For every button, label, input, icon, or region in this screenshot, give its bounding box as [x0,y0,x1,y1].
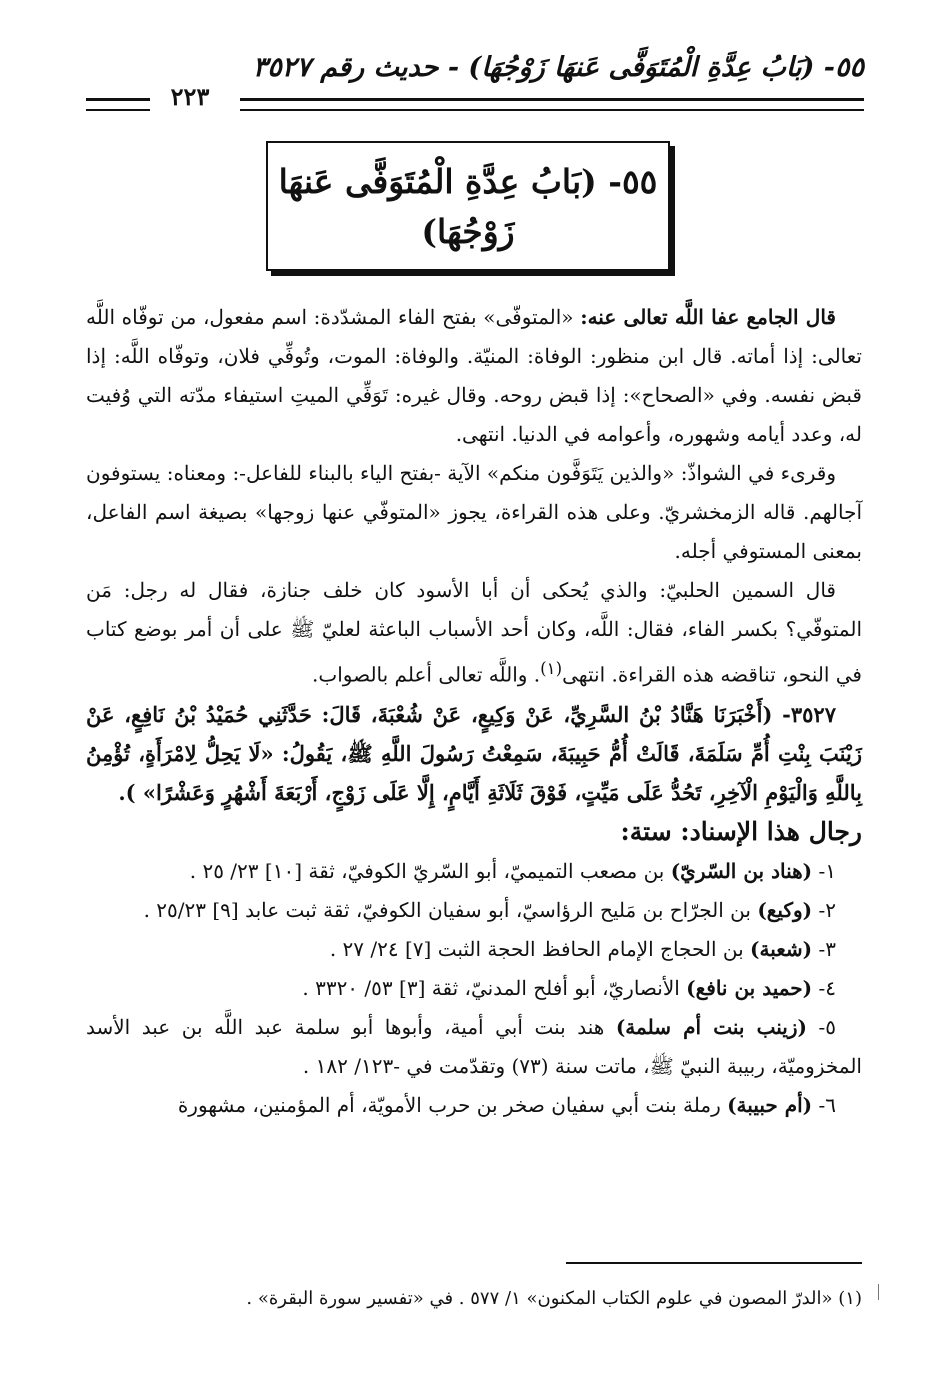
narrator-name: (أم حبيبة) [727,1092,813,1117]
chapter-title-box [266,141,670,271]
narrator-name: (هناد بن السّريّ) [670,858,813,883]
narrator-number: ٦- [812,1092,836,1117]
narrator-item [86,891,862,930]
narrator-item [86,1086,862,1125]
paragraph-samin-text: قال السمين الحلبيّ: والذي يُحكى أن أبا الأسود كان خلف جنازة، فقال له رجل: مَن المتوفّي؟ بكسر الفاء، فقال: اللَّه، وكان أحد الأسباب الباعثة لعليّ ﷺ على أن أمر بوضع كتاب في النحو، تناقضه هذه القراءة. انتهى [86,578,863,687]
header-double-rule-short [86,98,150,111]
narrators-heading: رجال هذا الإسناد: ستة: [620,816,862,846]
footnote-marker[interactable]: (١) [540,659,563,678]
hadith-3527: ٣٥٢٧- (أَخْبَرَنَا هَنَّادُ بْنُ السَّرِيِّ، عَنْ وَكِيعٍ، عَنْ شُعْبَةَ، قَالَ: حَدَّثَنِي حُمَيْدُ بْنُ نَافِعٍ، عَنْ زَيْنَبَ بِنْتِ أُمِّ سَلَمَةَ، قَالَتْ أُمُّ حَبِيبَةَ، سَمِعْتُ رَسُولَ اللَّهِ ﷺ، يَقُولُ: «لَا يَحِلُّ لِامْرَأَةٍ، تُؤْمِنُ بِاللَّهِ وَالْيَوْمِ الْآخِرِ، تَحُدُّ عَلَى مَيِّتٍ، فَوْقَ ثَلَاثَةِ أَيَّامٍ، إِلَّا عَلَى زَوْجٍ، أَرْبَعَةَ أَشْهُرٍ وَعَشْرًا» ). [86,701,862,805]
narrator-description: بن مصعب التميميّ، أبو السّريّ الكوفيّ، ثقة [١٠] ٢٣/ ٢٥ . [189,858,671,883]
narrator-description: بن الجرّاح بن مَليح الرؤاسيّ، أبو سفيان الكوفيّ، ثقة ثبت عابد [٩] ٢٥/٢٣ . [143,897,758,922]
paragraph-samin [86,571,862,695]
footnote-divider [566,1262,862,1264]
paragraph-qiraat: وقرىء في الشواذّ: «والذين يَتَوَفَّون منكم» الآية -بفتح الياء بالبناء للفاعل-: ومعناه: يستوفون آجالهم. قاله الزمخشريّ. وعلى هذه القراءة، يجوز «المتوفّي عنها زوجها» بصيغة اسم الفاعل، بمعنى المستوفي أجله. [86,461,862,563]
narrator-description: الأنصاريّ، أبو أفلح المدنيّ، ثقة [٣] ٥٣/ ٣٣٢٠ . [302,975,687,1000]
narrator-name: (حميد بن نافع) [686,975,813,1000]
paragraph-samin-end: . واللَّه تعالى أعلم بالصواب. [312,662,541,687]
narrator-name: (زينب بنت أم سلمة) [615,1014,807,1039]
footnote: (١) «الدرّ المصون في علوم الكتاب المكنون» ١/ ٥٧٧ . في «تفسير سورة البقرة» . [246,1288,862,1309]
narrator-name: (شعبة) [750,936,813,961]
narrator-number: ٥- [806,1014,836,1039]
margin-mark [878,1284,883,1300]
narrator-item [86,1008,862,1086]
chapter-title-line-2: زَوْجُهَا) [421,212,515,251]
narrator-number: ١- [812,858,836,883]
narrator-item [86,852,862,891]
narrator-item [86,930,862,969]
narrator-description: هند بنت أبي أمية، وأبوها أبو سلمة عبد اللَّه بن عبد الأسد المخزوميّة، ربيبة النبيّ ﷺ، ماتت سنة (٧٣) وتقدّمت في -١٢٣/ ١٨٢ . [86,1014,862,1078]
narrator-number: ٢- [812,897,836,922]
paragraph-lead: قال الجامع عفا اللَّه تعالى عنه: [580,305,836,329]
paragraph-body: «المتوفّى» بفتح الفاء المشدّدة: اسم مفعول، من توفّاه اللَّه تعالى: إذا أماته. قال ابن منظور: الوفاة: المنيّة. والوفاة: الموت، وتُوفِّي فلان، وتوفّاه اللَّه: إذا قبض نفسه. وفي «الصحاح»: إذا قبض روحه. وقال غيره: تَوَفِّي الميتِ استيفاء مدّته التي وُفيت له، وعدد أيامه وشهوره، وأعوامه في الدنيا. انتهى. [86,305,862,446]
body-text [86,298,862,1125]
narrator-description: رملة بنت أبي سفيان صخر بن حرب الأمويّة، أم المؤمنين، مشهورة [177,1092,728,1117]
narrator-description: بن الحجاج الإمام الحافظ الحجة الثبت [٧] ٢٤/ ٢٧ . [329,936,751,961]
running-header: ٥٥- (بَابُ عِدَّةِ الْمُتَوَفَّى عَنهَا زَوْجُهَا) - حديث رقم ٣٥٢٧ [252,52,864,83]
chapter-title-line-1: ٥٥- (بَابُ عِدَّةِ الْمُتَوَفَّى عَنهَا [278,162,658,201]
page-number: ٢٢٣ [170,82,210,111]
narrator-number: ٤- [812,975,836,1000]
paragraph-definition [86,298,862,454]
header-double-rule [240,98,864,111]
narrator-number: ٣- [812,936,836,961]
narrator-item [86,969,862,1008]
narrator-name: (وكيع) [757,897,813,922]
